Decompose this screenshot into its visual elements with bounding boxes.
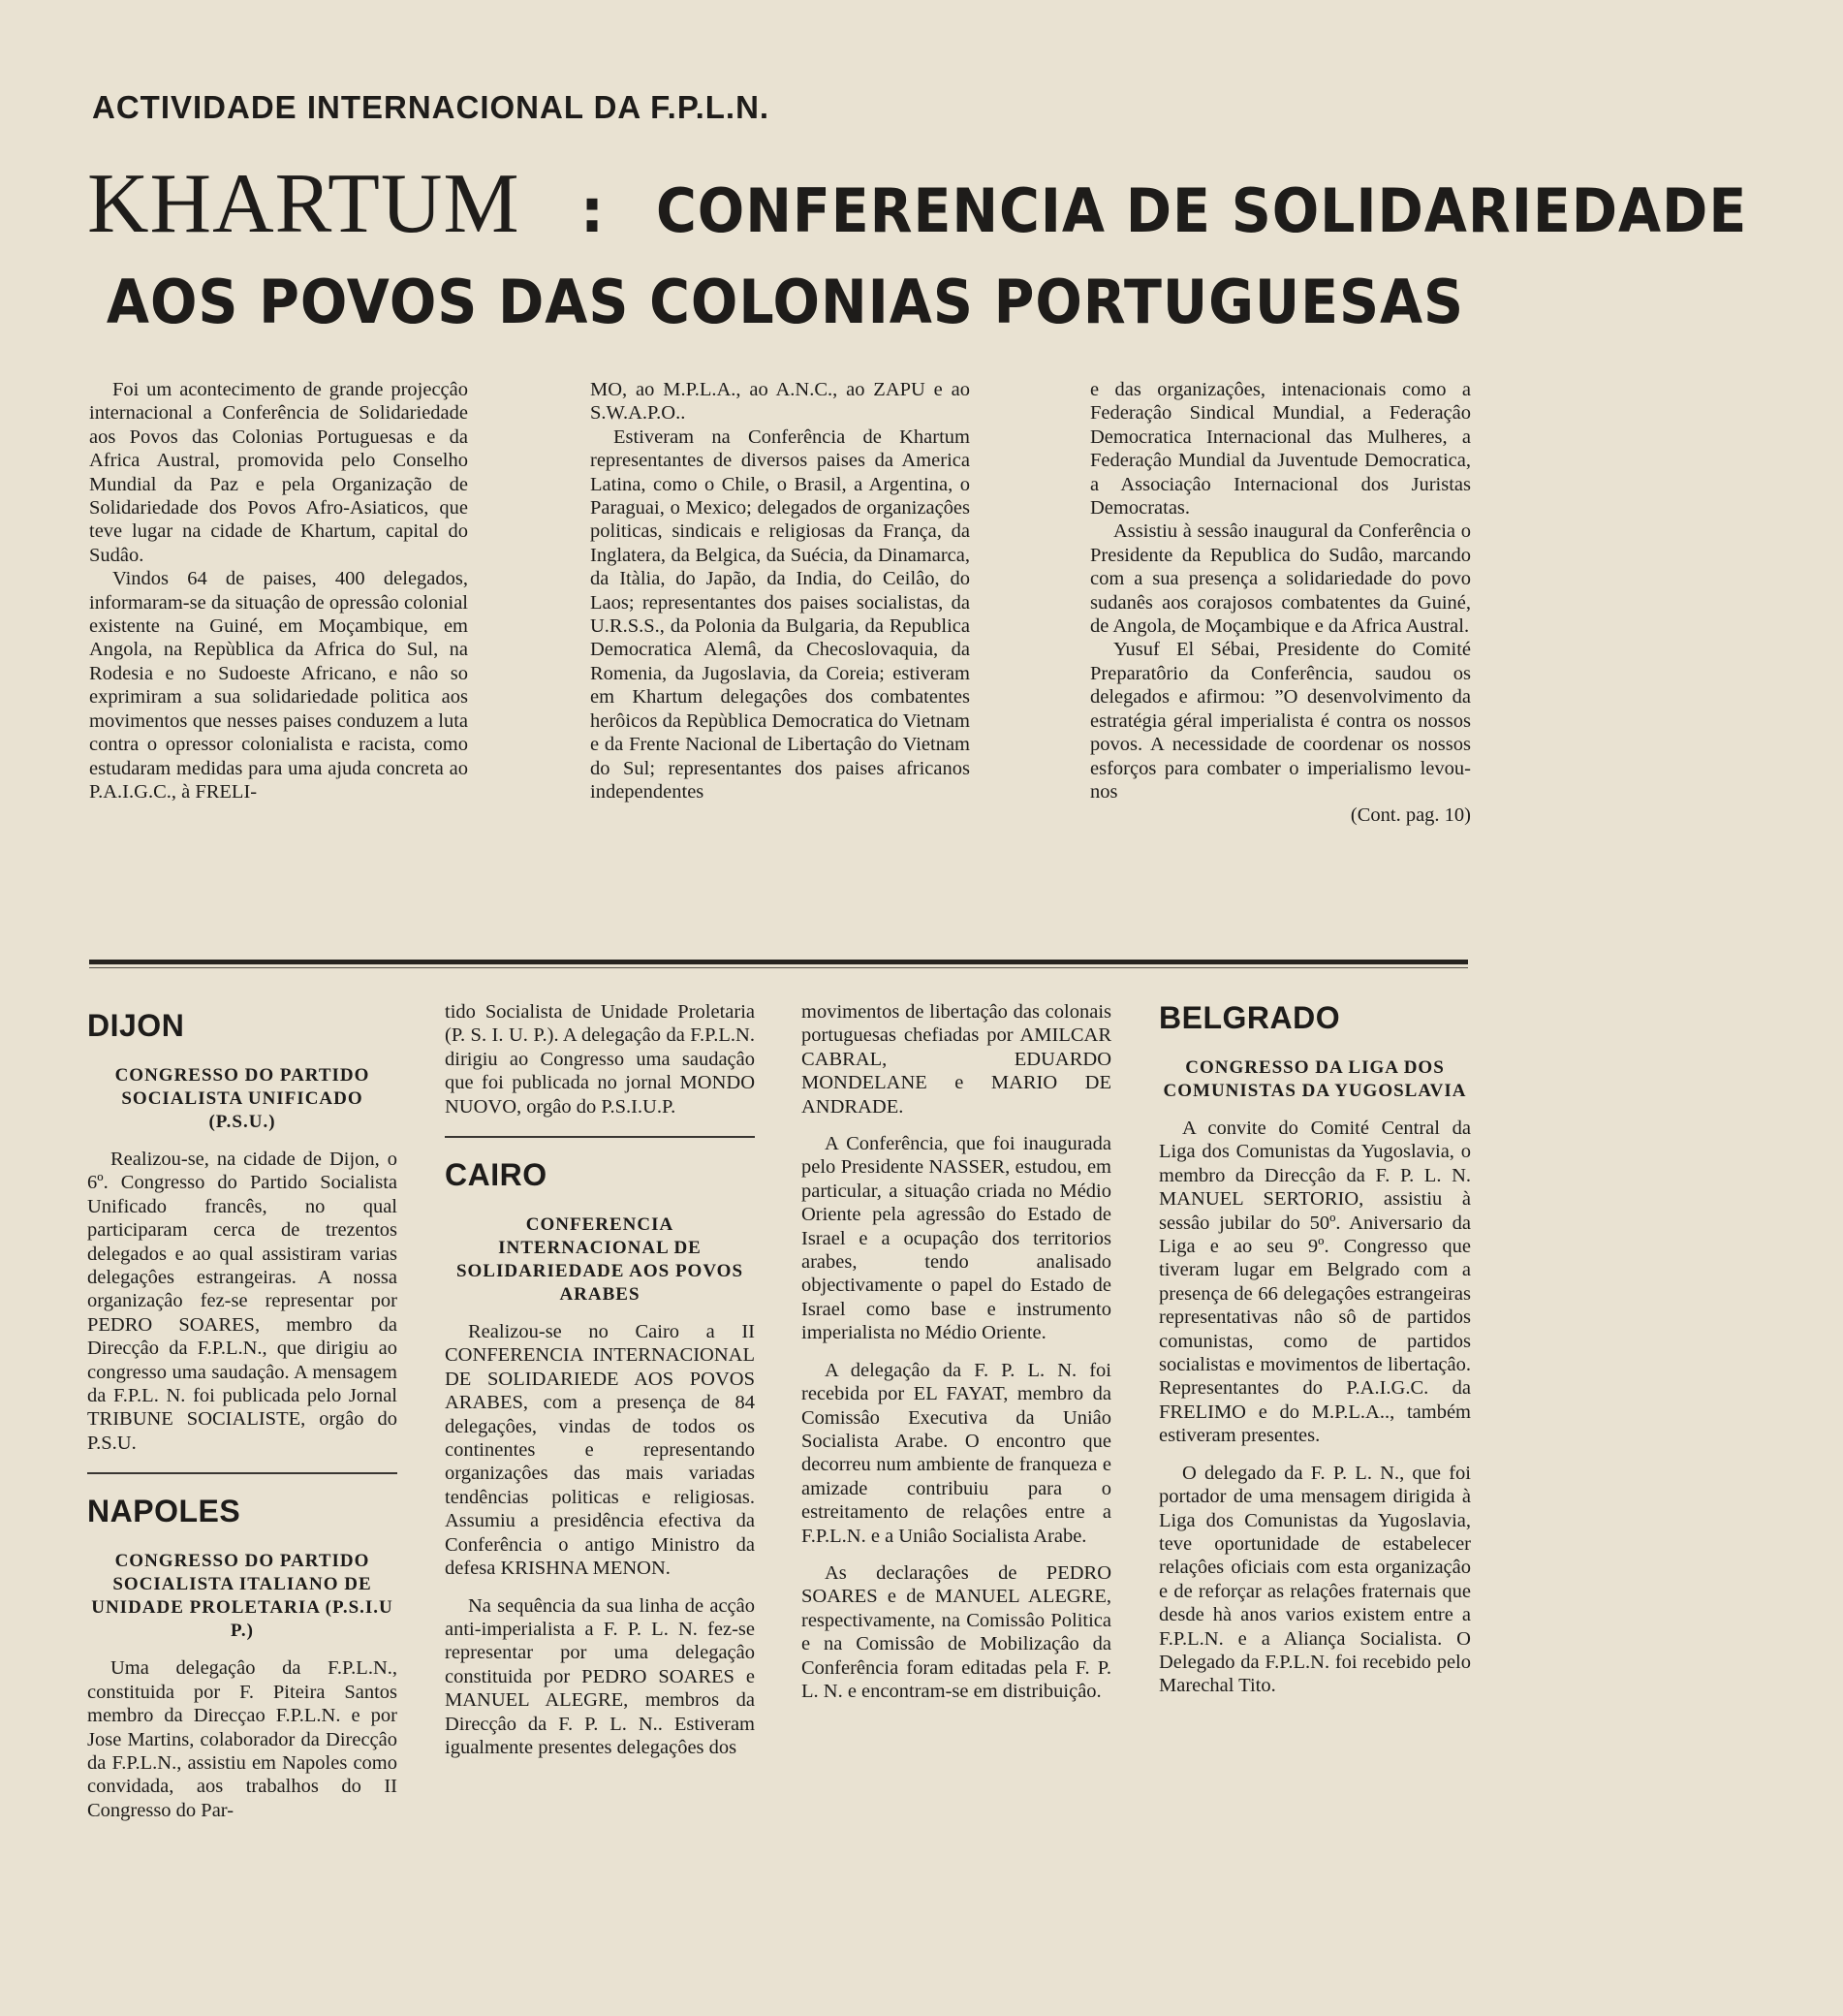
lead-paragraph: Foi um acontecimento de grande projecçâo internacional a Conferência de Solidariedade aos Povos das Colonias Portuguesas e da Africa Austral, promovida pelo Conselho Mundial da Paz e pela Organização de Solidariedade dos Povos Afro-Asiaticos, que teve lugar na cidade de Khartum, capital do Sudâo.	[89, 379, 468, 566]
belgrado-subtitle: CONGRESSO DA LIGA DOS COMUNISTAS DA YUGOSLAVIA	[1163, 1057, 1467, 1101]
cairo-paragraph: A Conferência, que foi inaugurada pelo Presidente NASSER, estudou, em particular, a situaçâo criada no Médio Oriente pela agressâo do Estado de Israel e a ocupaçâo dos territorios arabes, tendo analisado objectivamente o papel do Estado de Israel como base e instrumento imperialista no Médio Oriente.	[801, 1133, 1111, 1344]
column-separator	[445, 1136, 755, 1138]
belgrado-paragraph: A convite do Comité Central da Liga dos Comunistas da Yugoslavia, o membro da Direcçâo da F. P. L. N. MANUEL SERTORIO, assistiu à sessâo jubilar do 50º. Aniversario da Liga e ao seu 9º. Congresso que tiveram lugar em Belgrado com a presença de 66 delegaçôes estrangeiras representativas nâo sô de partidos comunistas, como de partidos socialistas e movimentos de libertaçâo. Representantes do P.A.I.G.C. da FRELIMO e do M.P.L.A.., também estiveram presentes.	[1159, 1118, 1471, 1447]
cairo-paragraph: Realizou-se no Cairo a II CONFERENCIA INTERNACIONAL DE SOLIDARIEDE AOS POVOS ARABES, com a presença de 84 delegaçôes, vindas de todos os continentes e representando organizaçôes das mais variadas tendências politicas e religiosas. Assumiu a presidência efectiva da Conferência o antigo Ministro da defesa KRISHNA MENON.	[445, 1321, 755, 1580]
cairo-heading: CAIRO	[445, 1157, 547, 1193]
bottom-column-4	[1159, 1000, 1471, 1698]
section-divider-thin	[89, 967, 1468, 968]
dijon-subtitle: CONGRESSO DO PARTIDO SOCIALISTA UNIFICADO (P.S.U.)	[114, 1065, 370, 1132]
lead-column-1	[89, 378, 468, 803]
napoles-body-continued: tido Socialista de Unidade Proletaria (P. S. I. U. P.). A delegaçâo da F.P.L.N. dirigiu ao Congresso uma saudaçâo que foi publicada no jornal MONDO NUOVO, orgâo do P.S.I.U.P.	[445, 1001, 755, 1118]
napoles-subtitle: CONGRESSO DO PARTIDO SOCIALISTA ITALIANO DE UNIDADE PROLETARIA (P.S.I.U P.)	[91, 1551, 393, 1642]
napoles-heading: NAPOLES	[87, 1494, 241, 1529]
cairo-paragraph: As declaraçôes de PEDRO SOARES e de MANUEL ALEGRE, respectivamente, na Comissâo Politica e na Comissâo de Mobilizaçâo da Conferência foram editadas pela F. P. L. N. e encontram-se em distribuiçâo.	[801, 1561, 1111, 1702]
section-kicker: ACTIVIDADE INTERNACIONAL DA F.P.L.N.	[92, 89, 770, 125]
lead-paragraph: Yusuf El Sébai, Presidente do Comité Preparatôrio da Conferência, saudou os delegados e afirmou: ”O desenvolvimento da estratégia géral imperialista é contra os nossos povos. A necessidade de coordenar os nossos esforços para combater o imperialismo levou-nos	[1090, 639, 1471, 803]
cairo-paragraph: A delegaçâo da F. P. L. N. foi recebida por EL FAYAT, membro da Comissâo Executiva da Uniâo Socialista Arabe. O encontro que decorreu num ambiente de franqueza e amizade contribuiu para o estreitamento de relaçôes entre a F.P.L.N. e a Uniâo Socialista Arabe.	[801, 1359, 1111, 1547]
column-separator	[87, 1472, 397, 1474]
bottom-column-1	[87, 1008, 397, 1822]
lead-column-3	[1090, 378, 1471, 828]
headline-conferencia: CONFERENCIA DE SOLIDARIEDADE	[656, 175, 1748, 246]
cairo-paragraph: Na sequência da sua linha de acçâo anti-imperialista a F. P. L. N. fez-se representar por uma delegaçâo constituida por PEDRO SOARES e MANUEL ALEGRE, membros da Direcçâo da F. P. L. N.. Estiveram igualmente presentes delegaçôes dos	[445, 1594, 755, 1758]
belgrado-heading: BELGRADO	[1159, 1000, 1341, 1035]
lead-paragraph: Assistiu à sessâo inaugural da Conferência o Presidente da Republica do Sudâo, marcando com a sua presença a solidariedade do povo sudanês aos corajosos combatentes da Guiné, de Angola, de Moçambique e da Africa Austral.	[1090, 520, 1471, 638]
lead-paragraph: e das organizaçôes, intenacionais como a Federaçâo Sindical Mundial, a Federaçâo Democratica Internacional das Mulheres, a Federaçâo Mundial da Juventude Democratica, a Associaçâo Internacional dos Juristas Democratas.	[1090, 379, 1471, 520]
headline-khartum: KHARTUM	[87, 157, 520, 251]
cairo-paragraph-continued: movimentos de libertaçâo das colonais portuguesas chefiadas por AMILCAR CABRAL, EDUARDO MONDELANE e MARIO DE ANDRADE.	[801, 1001, 1111, 1118]
lead-paragraph: MO, ao M.P.L.A., ao A.N.C., ao ZAPU e ao S.W.A.P.O..	[590, 379, 970, 425]
bottom-column-3	[801, 1000, 1111, 1703]
continued-note: (Cont. pag. 10)	[1350, 804, 1471, 827]
headline-colon: :	[579, 175, 605, 246]
napoles-body: Uma delegaçâo da F.P.L.N., constituida por F. Piteira Santos membro da Direcçao F.P.L.N. e por Jose Martins, colaborador da Direcçâo da F.P.L.N., assistiu em Napoles como convidada, aos trabalhos do II Congresso do Par-	[87, 1657, 397, 1821]
lead-paragraph: Vindos 64 de paises, 400 delegados, informaram-se da situaçâo de opressâo colonial existente na Guiné, em Moçambique, em Angola, na Repùblica da Africa do Sul, na Rodesia e no Sudoeste Africano, e nâo so exprimiram a sua solidariedade politica aos movimentos que nesses paises conduzem a luta contra o opressor colonialista e racista, como estudaram medidas para uma ajuda concreta ao P.A.I.G.C., à FRELI-	[89, 568, 468, 803]
cairo-subtitle: CONFERENCIA INTERNACIONAL DE SOLIDARIEDADE AOS POVOS ARABES	[455, 1214, 744, 1306]
headline-aos-povos: AOS POVOS DAS COLONIAS PORTUGUESAS	[106, 267, 1465, 337]
headline-line-2	[0, 267, 1571, 337]
headline-line-1	[87, 155, 1748, 253]
dijon-heading: DIJON	[87, 1008, 185, 1043]
section-divider	[89, 960, 1468, 964]
lead-column-2	[590, 378, 970, 803]
lead-paragraph: Estiveram na Conferência de Khartum representantes de diversos paises da America Latina, como o Chile, o Brasil, a Argentina, o Paraguai, o Mexico; delegados de organizaçôes politicas, sindicais e religiosas da França, da Inglatera, da Belgica, da Suécia, da Dinamarca, da Itàlia, do Japão, da India, do Ceilâo, do Laos; representantes dos paises socialistas, da U.R.S.S., da Polonia da Bulgaria, da Republica Democratica Alemâ, da Checoslovaquia, da Romenia, da Jugoslavia, da Coreia; estiveram em Khartum delegaçôes dos combatentes herôicos da Repùblica Democratica do Vietnam e da Frente Nacional de Libertaçâo do Vietnam do Sul; representantes dos paises africanos independentes	[590, 425, 970, 803]
dijon-body: Realizou-se, na cidade de Dijon, o 6º. Congresso do Partido Socialista Unificado francês, no qual participaram cerca de trezentos delegados e ao qual assistiram varias delegaçôes estrangeiras. A nossa organizaçâo fez-se representar por PEDRO SOARES, membro da Direcçâo da F.P.L.N., que dirigiu ao congresso uma saudaçâo. A mensagem da F.P.L. N. foi publicada pelo Jornal TRIBUNE SOCIALISTE, orgâo do P.S.U.	[87, 1149, 397, 1454]
bottom-column-2	[445, 1000, 755, 1759]
belgrado-paragraph: O delegado da F. P. L. N., que foi portador de uma mensagem dirigida à Liga dos Comunistas da Yugoslavia, teve oportunidade de estabelecer relaçôes oficiais com esta organizaçâo e de reforçar as relaçôes fraternais que desde hà anos varios existem entre a F.P.L.N. e a Aliança Socialista. O Delegado da F.P.L.N. foi recebido pelo Marechal Tito.	[1159, 1462, 1471, 1697]
